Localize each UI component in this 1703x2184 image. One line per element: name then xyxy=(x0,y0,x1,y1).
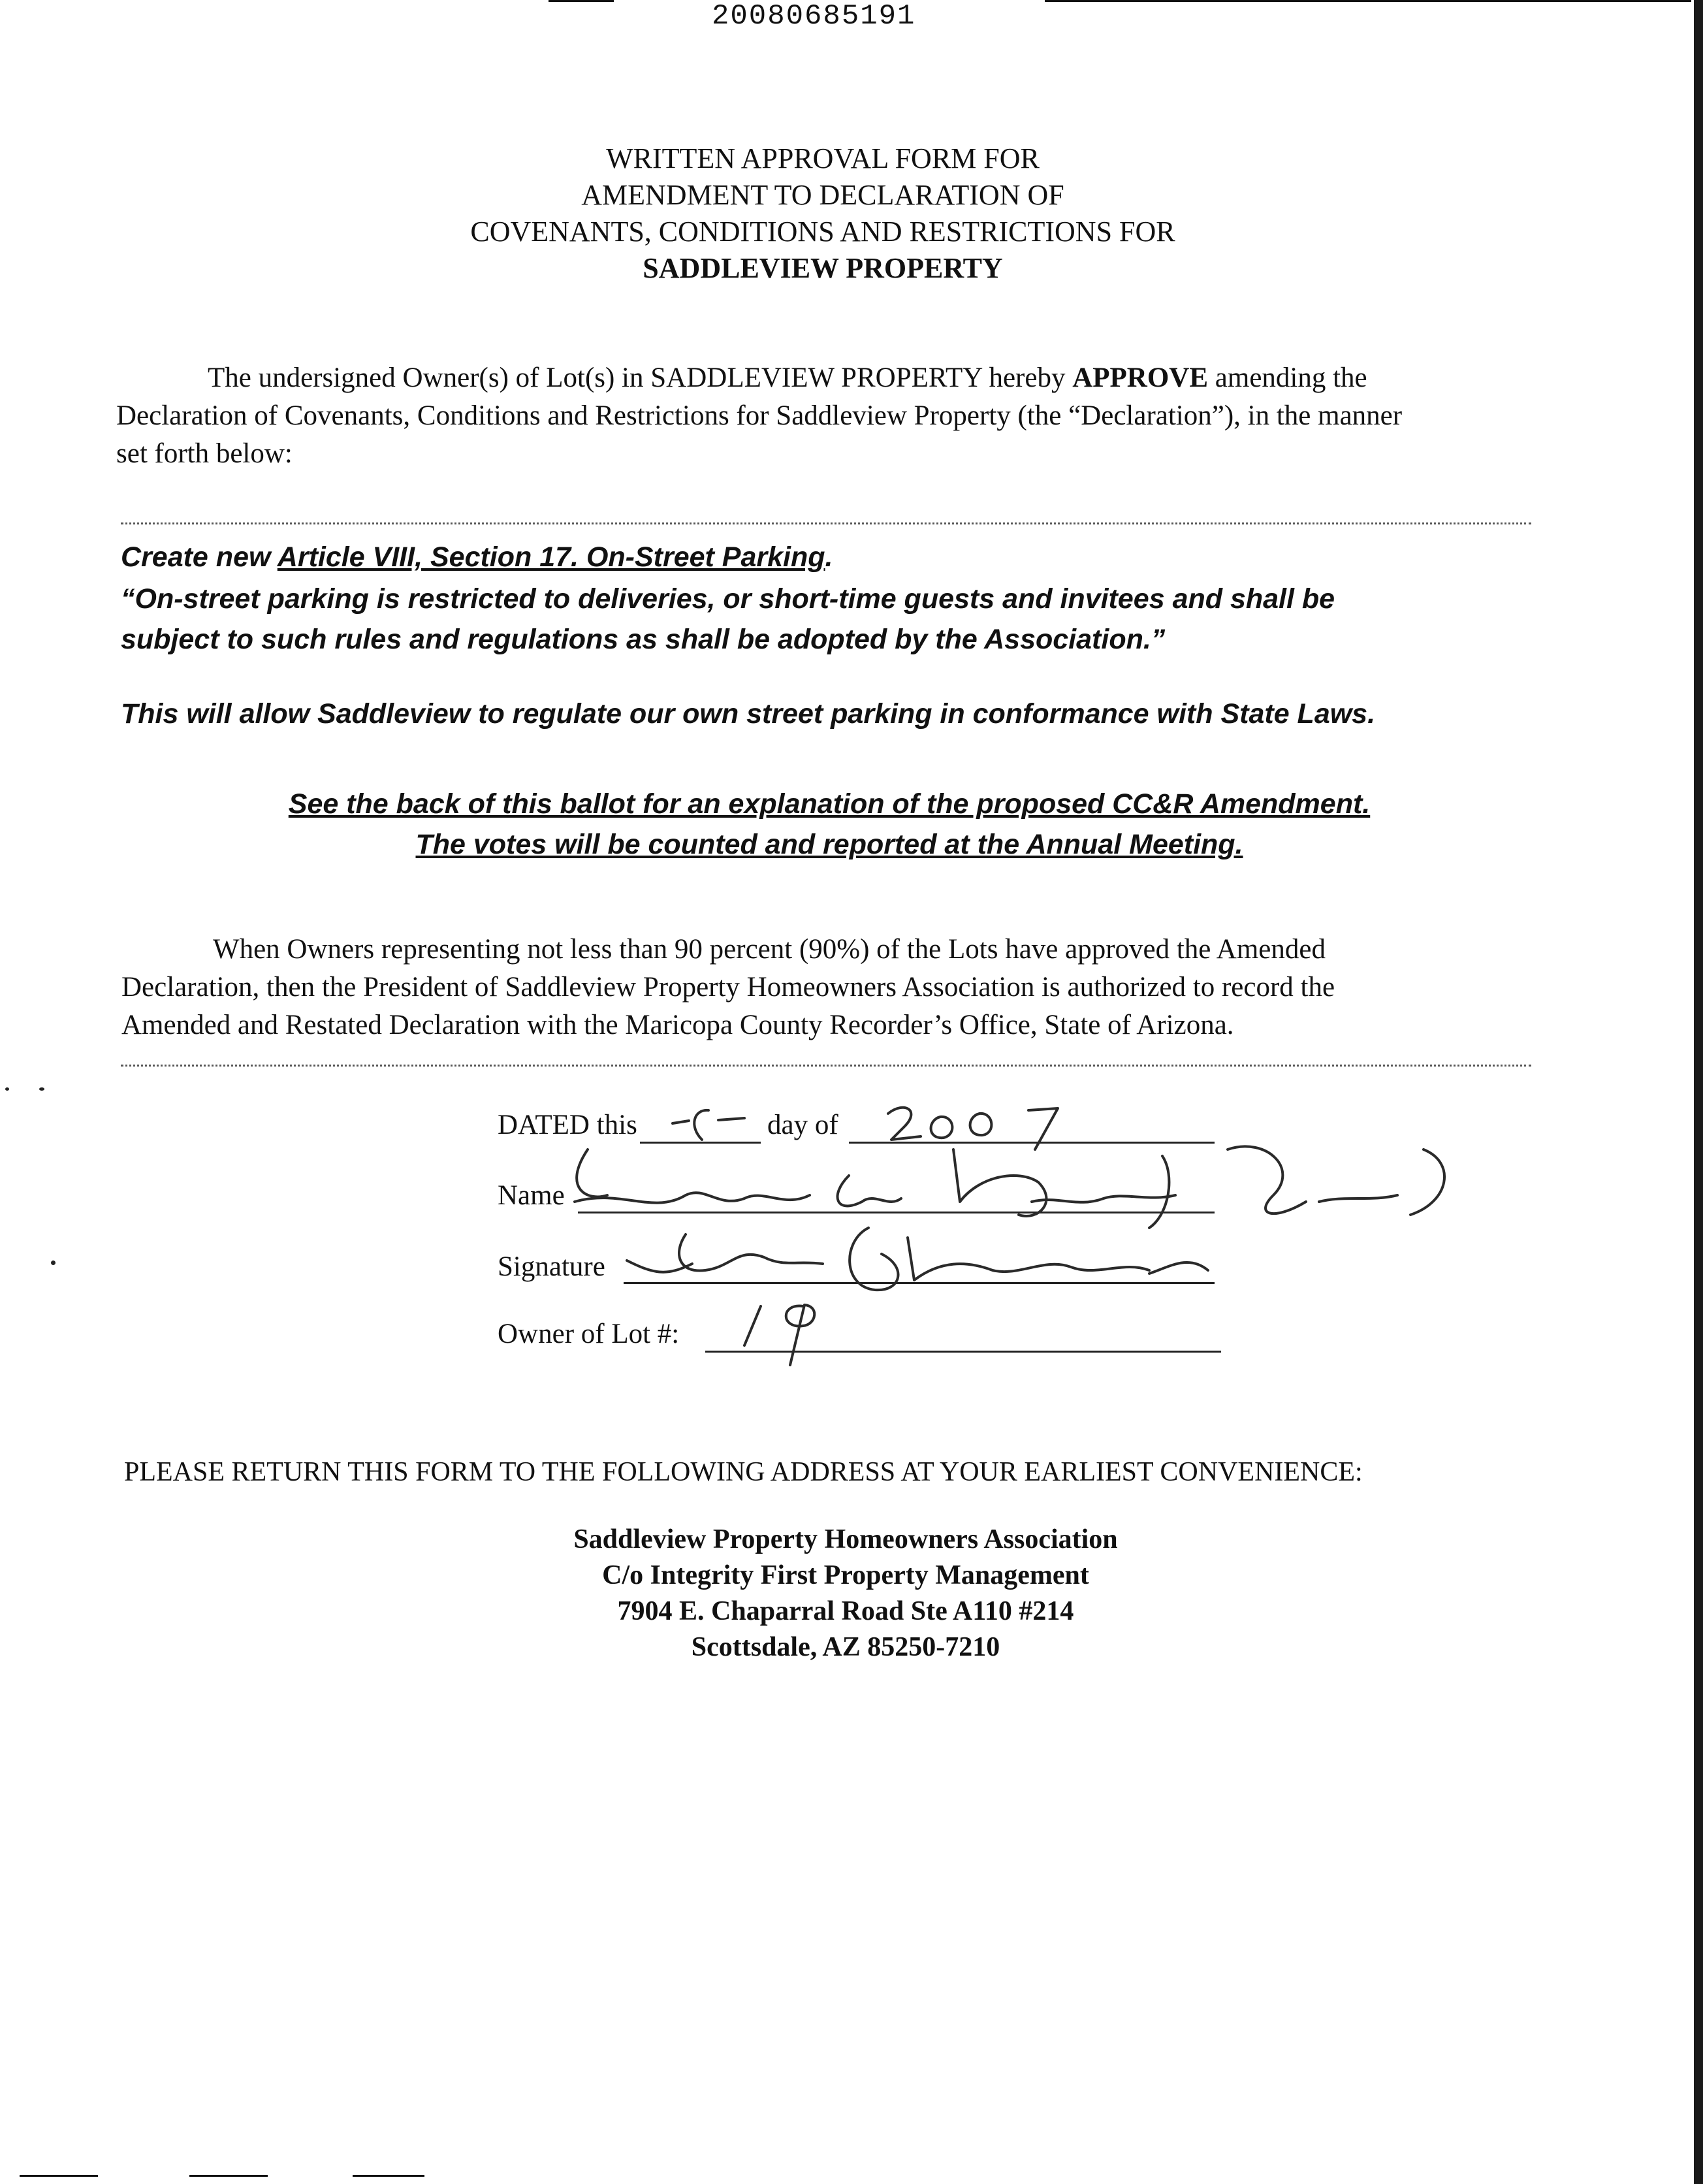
approval-paragraph xyxy=(121,931,1545,1044)
approval-line-3: Amended and Restated Declaration with the Maricopa County Recorder’s Office, State of Arizona. xyxy=(121,1010,1234,1040)
amendment-create-line xyxy=(121,536,1557,579)
title-line-2: AMENDMENT TO DECLARATION OF xyxy=(581,179,1064,211)
handwritten-lot xyxy=(744,1305,814,1365)
return-instruction: PLEASE RETURN THIS FORM TO THE FOLLOWING ADDRESS AT YOUR EARLIEST CONVENIENCE: xyxy=(124,1457,1363,1487)
divider-bottom xyxy=(121,1065,1531,1067)
amendment-purpose: This will allow Saddleview to regulate our own street parking in conformance with State Laws. xyxy=(121,698,1376,730)
approval-line-1: When Owners representing not less than 90 percent (90%) of the Lots have approved the Amended xyxy=(213,934,1326,965)
scan-speck xyxy=(51,1261,56,1265)
intro-line-2: Declaration of Covenants, Conditions and Restrictions for Saddleview Property (the “Declaration”), in the manner xyxy=(116,400,1403,431)
signature-label: Signature xyxy=(498,1251,605,1282)
amendment-block xyxy=(121,536,1557,735)
signature-line xyxy=(624,1282,1215,1284)
amendment-quote-1: “On-street parking is restricted to deliveries, or short-time guests and invitees and shall be xyxy=(121,583,1335,615)
address-line-2: C/o Integrity First Property Management xyxy=(602,1560,1089,1590)
dated-day-line xyxy=(640,1142,761,1144)
name-line xyxy=(578,1212,1215,1213)
top-scan-line-left xyxy=(549,0,614,2)
intro-text-a: The undersigned Owner(s) of Lot(s) in SADDLEVIEW PROPERTY hereby xyxy=(208,362,1073,393)
title-line-3: COVENANTS, CONDITIONS AND RESTRICTIONS FOR xyxy=(470,216,1175,248)
amendment-article: Article VIII, Section 17. On-Street Parking xyxy=(277,541,825,573)
lot-label: Owner of Lot #: xyxy=(498,1319,680,1349)
divider-top xyxy=(121,522,1531,524)
form-title xyxy=(0,140,1646,287)
title-line-1: WRITTEN APPROVAL FORM FOR xyxy=(606,142,1040,174)
approval-line-2: Declaration, then the President of Saddleview Property Homeowners Association is authorized to record the xyxy=(121,972,1335,1003)
top-scan-line-right xyxy=(1045,0,1691,2)
amendment-quote-2: subject to such rules and regulations as shall be adopted by the Association.” xyxy=(121,624,1166,655)
name-label: Name xyxy=(498,1180,565,1211)
amendment-article-suffix: . xyxy=(825,541,833,573)
handwritten-dash xyxy=(673,1121,689,1123)
address-line-3: 7904 E. Chaparral Road Ste A110 #214 xyxy=(617,1596,1074,1626)
intro-text-b: amending the xyxy=(1208,362,1367,393)
intro-line-1 xyxy=(116,359,1520,397)
ballot-notice xyxy=(209,784,1450,865)
scan-speck xyxy=(39,1087,44,1091)
amendment-spacer xyxy=(121,660,1557,692)
bottom-scan-mark xyxy=(353,2175,424,2177)
handwritten-signature xyxy=(627,1228,1208,1290)
title-line-4: SADDLEVIEW PROPERTY xyxy=(643,252,1003,284)
lot-line xyxy=(705,1351,1221,1353)
return-address xyxy=(0,1522,1691,1665)
day-of-label: day of xyxy=(767,1110,838,1140)
intro-line-3: set forth below: xyxy=(116,438,293,469)
document-number: 20080685191 xyxy=(712,0,916,33)
dated-label: DATED this xyxy=(498,1110,637,1140)
ballot-notice-line-2: The votes will be counted and reported at the Annual Meeting. xyxy=(415,829,1243,860)
scan-edge xyxy=(1694,0,1703,2184)
address-line-4: Scottsdale, AZ 85250-7210 xyxy=(691,1632,1000,1662)
handwritten-name xyxy=(575,1146,1444,1228)
handwritten-day xyxy=(694,1110,744,1140)
intro-paragraph xyxy=(116,359,1520,473)
scan-speck xyxy=(5,1087,9,1091)
ballot-notice-line-1: See the back of this ballot for an explanation of the proposed CC&R Amendment. xyxy=(288,788,1371,820)
amendment-create-prefix: Create new xyxy=(121,541,278,573)
bottom-scan-mark xyxy=(20,2175,98,2177)
address-line-1: Saddleview Property Homeowners Association xyxy=(573,1524,1118,1554)
intro-approve: APPROVE xyxy=(1072,362,1209,393)
dated-month-line xyxy=(849,1142,1215,1144)
bottom-scan-mark xyxy=(189,2175,268,2177)
